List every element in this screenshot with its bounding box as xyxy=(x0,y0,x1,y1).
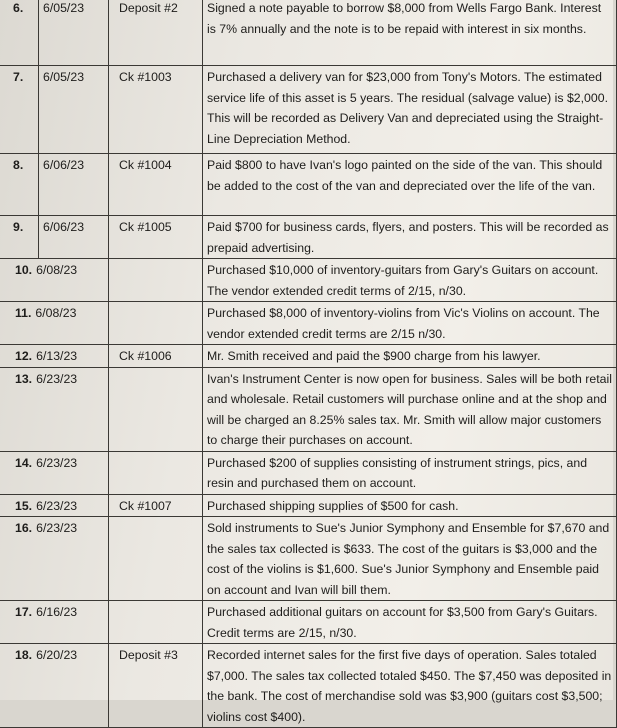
table-row xyxy=(0,154,617,216)
table-row xyxy=(0,66,617,154)
row-number: 10. xyxy=(15,263,33,277)
row-reference xyxy=(109,302,203,345)
row-description: Purchased additional guitars on account for $3,500 from Gary's Guitars. Credit terms are 2/15, n/30. xyxy=(203,601,617,644)
row-date: 6/05/23 xyxy=(39,0,109,66)
row-description: Mr. Smith received and paid the $900 charge from his lawyer. xyxy=(203,345,617,368)
row-reference xyxy=(109,259,203,302)
row-date: 6/23/23 xyxy=(36,455,78,470)
table-row xyxy=(0,345,617,368)
row-reference: Ck #1003 xyxy=(109,66,203,154)
row-number: 11. xyxy=(15,306,32,320)
table-row xyxy=(0,0,617,66)
row-number: 13. xyxy=(15,371,33,386)
row-description: Paid $700 for business cards, flyers, and posters. This will be recorded as prepaid advertising. xyxy=(203,216,617,259)
row-description: Purchased a delivery van for $23,000 from Tony's Motors. The estimated service life of this asset is 5 years. The residual (salvage value) is $2,000. This will be recorded as Delivery Van and depreciated using the Straight-Line Depreciation Method. xyxy=(203,66,617,154)
row-date: 6/13/23 xyxy=(36,349,78,363)
table-row xyxy=(0,517,617,601)
row-date: 6/23/23 xyxy=(36,521,78,535)
row-number-date xyxy=(0,259,109,302)
table-row xyxy=(0,367,617,451)
table-row xyxy=(0,644,617,728)
row-reference xyxy=(109,451,203,494)
row-date: 6/08/23 xyxy=(36,263,78,277)
row-number-date xyxy=(0,345,109,368)
row-description: Signed a note payable to borrow $8,000 from Wells Fargo Bank. Interest is 7% annually and the note is to be repaid with interest in six months. xyxy=(203,0,617,66)
row-date: 6/16/23 xyxy=(36,605,78,619)
row-description: Ivan's Instrument Center is now open for business. Sales will be both retail and wholesale. Retail customers will purchase online and at the shop and will be charged an 8.25% sales tax. Mr. Smith will allow major customers to charge their purchases on account. xyxy=(203,367,617,451)
table-row xyxy=(0,259,617,302)
row-number: 6. xyxy=(0,0,39,66)
row-date: 6/06/23 xyxy=(39,154,109,216)
row-number: 14. xyxy=(15,455,33,470)
row-number: 18. xyxy=(15,648,33,662)
row-reference: Deposit #3 xyxy=(109,644,203,728)
row-number: 12. xyxy=(15,349,33,363)
row-date: 6/20/23 xyxy=(36,648,78,662)
row-number-date xyxy=(0,517,109,601)
row-number-date xyxy=(0,302,109,345)
row-description: Purchased shipping supplies of $500 for cash. xyxy=(203,494,617,517)
row-reference: Ck #1005 xyxy=(109,216,203,259)
row-reference: Deposit #2 xyxy=(109,0,203,66)
row-date: 6/23/23 xyxy=(36,371,78,386)
table-row xyxy=(0,216,617,259)
row-date: 6/05/23 xyxy=(39,66,109,154)
row-number: 17. xyxy=(15,605,33,619)
row-description: Paid $800 to have Ivan's logo painted on the side of the van. This should be added to the cost of the van and depreciated over the life of the van. xyxy=(203,154,617,216)
row-date: 6/23/23 xyxy=(36,498,78,513)
row-number-date xyxy=(0,367,109,451)
row-reference: Ck #1006 xyxy=(109,345,203,368)
row-reference xyxy=(109,601,203,644)
row-number: 16. xyxy=(15,521,33,535)
row-reference: Ck #1004 xyxy=(109,154,203,216)
table-row xyxy=(0,302,617,345)
row-number: 9. xyxy=(0,216,39,259)
row-reference xyxy=(109,367,203,451)
row-number-date xyxy=(0,644,109,728)
row-reference xyxy=(109,517,203,601)
row-number-date xyxy=(0,494,109,517)
row-description: Purchased $10,000 of inventory-guitars from Gary's Guitars on account. The vendor extended credit terms of 2/15, n/30. xyxy=(203,259,617,302)
row-description: Purchased $200 of supplies consisting of instrument strings, pics, and resin and purchased them on account. xyxy=(203,451,617,494)
row-number-date xyxy=(0,451,109,494)
row-number-date xyxy=(0,601,109,644)
table-row xyxy=(0,451,617,494)
row-date: 6/08/23 xyxy=(35,306,77,320)
row-description: Sold instruments to Sue's Junior Symphony and Ensemble for $7,670 and the sales tax collected is $633. The cost of the guitars is $3,000 and the cost of the violins is $1,600. Sue's Junior Symphony and Ensemble paid on account and Ivan will bill them. xyxy=(203,517,617,601)
row-number: 15. xyxy=(15,498,33,513)
row-description: Recorded internet sales for the first five days of operation. Sales totaled $7,000. The sales tax collected totaled $450. The $7,450 was deposited in the bank. The cost of merchandise sold was $3,900 (guitars cost $3,500; violins cost $400). xyxy=(203,644,617,728)
row-reference: Ck #1007 xyxy=(109,494,203,517)
row-number: 8. xyxy=(0,154,39,216)
table-row xyxy=(0,601,617,644)
row-number: 7. xyxy=(0,66,39,154)
row-date: 6/06/23 xyxy=(39,216,109,259)
table-row xyxy=(0,494,617,517)
row-description: Purchased $8,000 of inventory-violins from Vic's Violins on account. The vendor extended credit terms are 2/15 n/30. xyxy=(203,302,617,345)
